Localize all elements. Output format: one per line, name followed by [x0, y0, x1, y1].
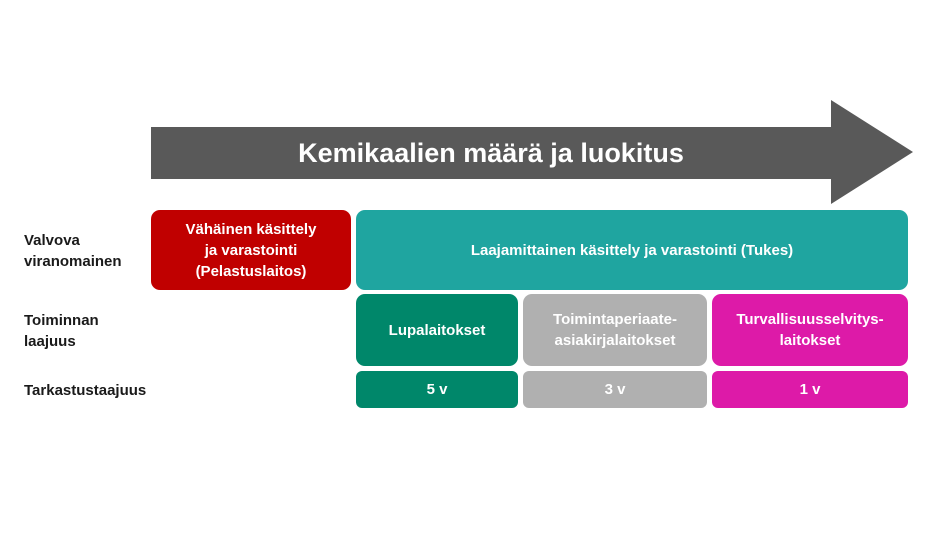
- scope-safety-line1: Turvallisuusselvitys-: [736, 311, 884, 328]
- frequency-safety-label: 1 v: [799, 381, 821, 398]
- frequency-permit-label: 5 v: [426, 381, 448, 398]
- scope-safety-box: [712, 294, 908, 366]
- authority-large-box: [356, 210, 908, 290]
- scope-permit-box: [356, 294, 518, 366]
- frequency-safety-box: [712, 371, 908, 408]
- row-label-scope-line2: laajuus: [24, 333, 76, 350]
- row-label-authority-line1: Valvova: [24, 232, 80, 249]
- scope-policy-box: [523, 294, 707, 366]
- row-label-frequency: Tarkastustaajuus: [24, 382, 147, 399]
- authority-large-label: Laajamittainen käsittely ja varastointi (Tukes): [470, 241, 794, 259]
- row-label-authority: [24, 230, 122, 272]
- scope-safety-line2: laitokset: [779, 332, 841, 349]
- authority-small-line1: Vähäinen käsittely: [185, 220, 317, 238]
- arrow-title: Kemikaalien määrä ja luokitus: [298, 137, 684, 168]
- row-label-scope-line1: Toiminnan: [24, 312, 99, 329]
- scope-policy-line1: Toimintaperiaate-: [553, 311, 677, 328]
- quantity-classification-arrow: [151, 100, 913, 204]
- row-label-scope: [24, 310, 99, 352]
- scope-policy-line2: asiakirjalaitokset: [554, 332, 676, 349]
- authority-small-line3: (Pelastuslaitos): [195, 262, 307, 280]
- frequency-permit-box: [356, 371, 518, 408]
- row-label-authority-line2: viranomainen: [24, 253, 122, 270]
- authority-small-line2: ja varastointi: [204, 241, 298, 259]
- scope-permit-label: Lupalaitokset: [388, 321, 486, 339]
- authority-small-box: [151, 210, 351, 290]
- frequency-policy-box: [523, 371, 707, 408]
- frequency-policy-label: 3 v: [604, 381, 626, 398]
